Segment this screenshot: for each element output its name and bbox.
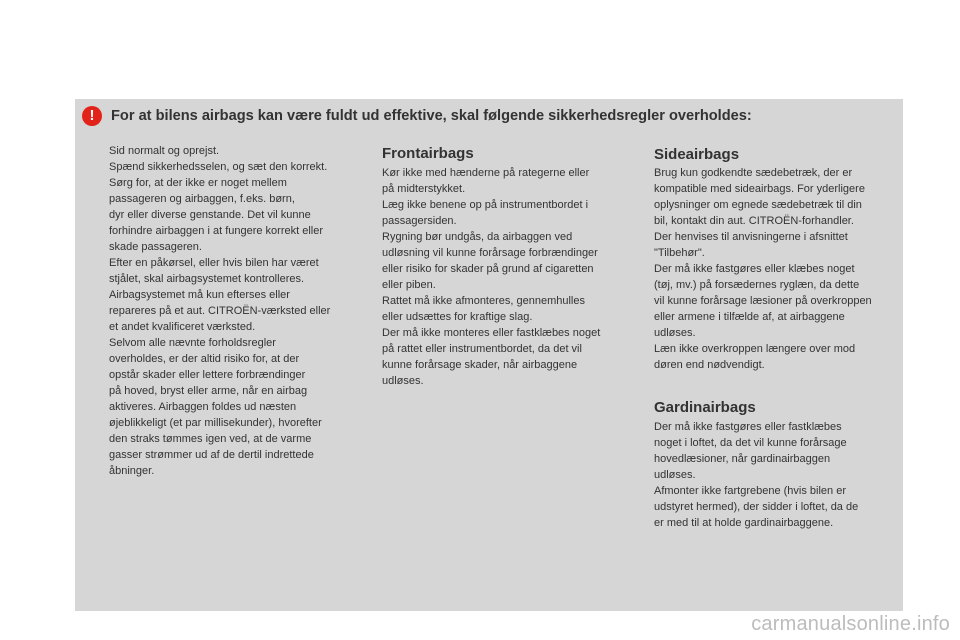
frontairbags-heading: Frontairbags xyxy=(382,145,474,162)
exclamation-icon: ! xyxy=(82,106,102,126)
gardinairbags-text: Der må ikke fastgøres eller fastklæbes noget i loftet, da det vil kunne forårsage hovedlæsioner, når gardinairbaggen udløses. Afmonter ikke fartgrebene (hvis bilen er udstyret hermed), der sidder i loftet, da de er med til at holde gardinairbaggene. xyxy=(654,421,859,529)
frontairbags-text: Kør ikke med hænderne på rategerne eller på midterstykket. Læg ikke benene op på instrumentbordet i passagersiden. Rygning bør undgås, da airbaggen ved udløsning vil kunne forårsage forbrændinger eller risiko for skader på grund af cigaretten eller piben. Rattet må ikke afmonteres, gennemhulles eller udsættes for kraftige slag. Der må ikke monteres eller fastklæbes noget på rattet eller instrumentbordet, da det vil kunne forårsage skader, når airbaggene udløses. xyxy=(382,167,601,387)
sideairbags-text: Brug kun godkendte sædebetræk, der er kompatible med sideairbags. For yderligere oplysninger om egnede sædebetræk til din bil, kontakt din aut. CITROËN-forhandler. Der henvises til anvisningerne i afsnittet "Tilbehør". Der må ikke fastgøres eller klæbes noget (tøj, mv.) på forsædernes ryglæn, da dette vil kunne forårsage læsioner på overkroppen eller armene i tilfælde af, at airbaggene udløses. Læn ikke overkroppen længere over mod døren end nødvendigt. xyxy=(654,167,872,371)
gardinairbags-heading: Gardinairbags xyxy=(654,399,756,416)
watermark-link[interactable]: carmanualsonline.info xyxy=(751,613,950,635)
general-rules-text: Sid normalt og oprejst. Spænd sikkerhedsselen, og sæt den korrekt. Sørg for, at der ikke er noget mellem passageren og airbaggen, f.eks. børn, dyr eller diverse genstande. Det vil kunne forhindre airbaggen i at fungere korrekt eller skade passageren. Efter en påkørsel, eller hvis bilen har været stjålet, skal airbagsystemet kontrolleres. Airbagsystemet må kun efterses eller repareres på et aut. CITROËN-værksted eller et andet kvalificeret værksted. Selvom alle nævnte forholdsregler overholdes, er der altid risiko for, at der opstår skader eller lettere forbrændinger på hoved, bryst eller arme, når en airbag aktiveres. Airbaggen foldes ud næsten øjeblikkeligt (et par millisekunder), hvorefter den straks tømmes igen ved, at de varme gasser strømmer ud af de dertil indrettede åbninger. xyxy=(109,145,331,477)
warning-headline: For at bilens airbags kan være fuldt ud effektive, skal følgende sikkerhedsregler overholdes: xyxy=(111,108,752,124)
sideairbags-heading: Sideairbags xyxy=(654,146,740,163)
